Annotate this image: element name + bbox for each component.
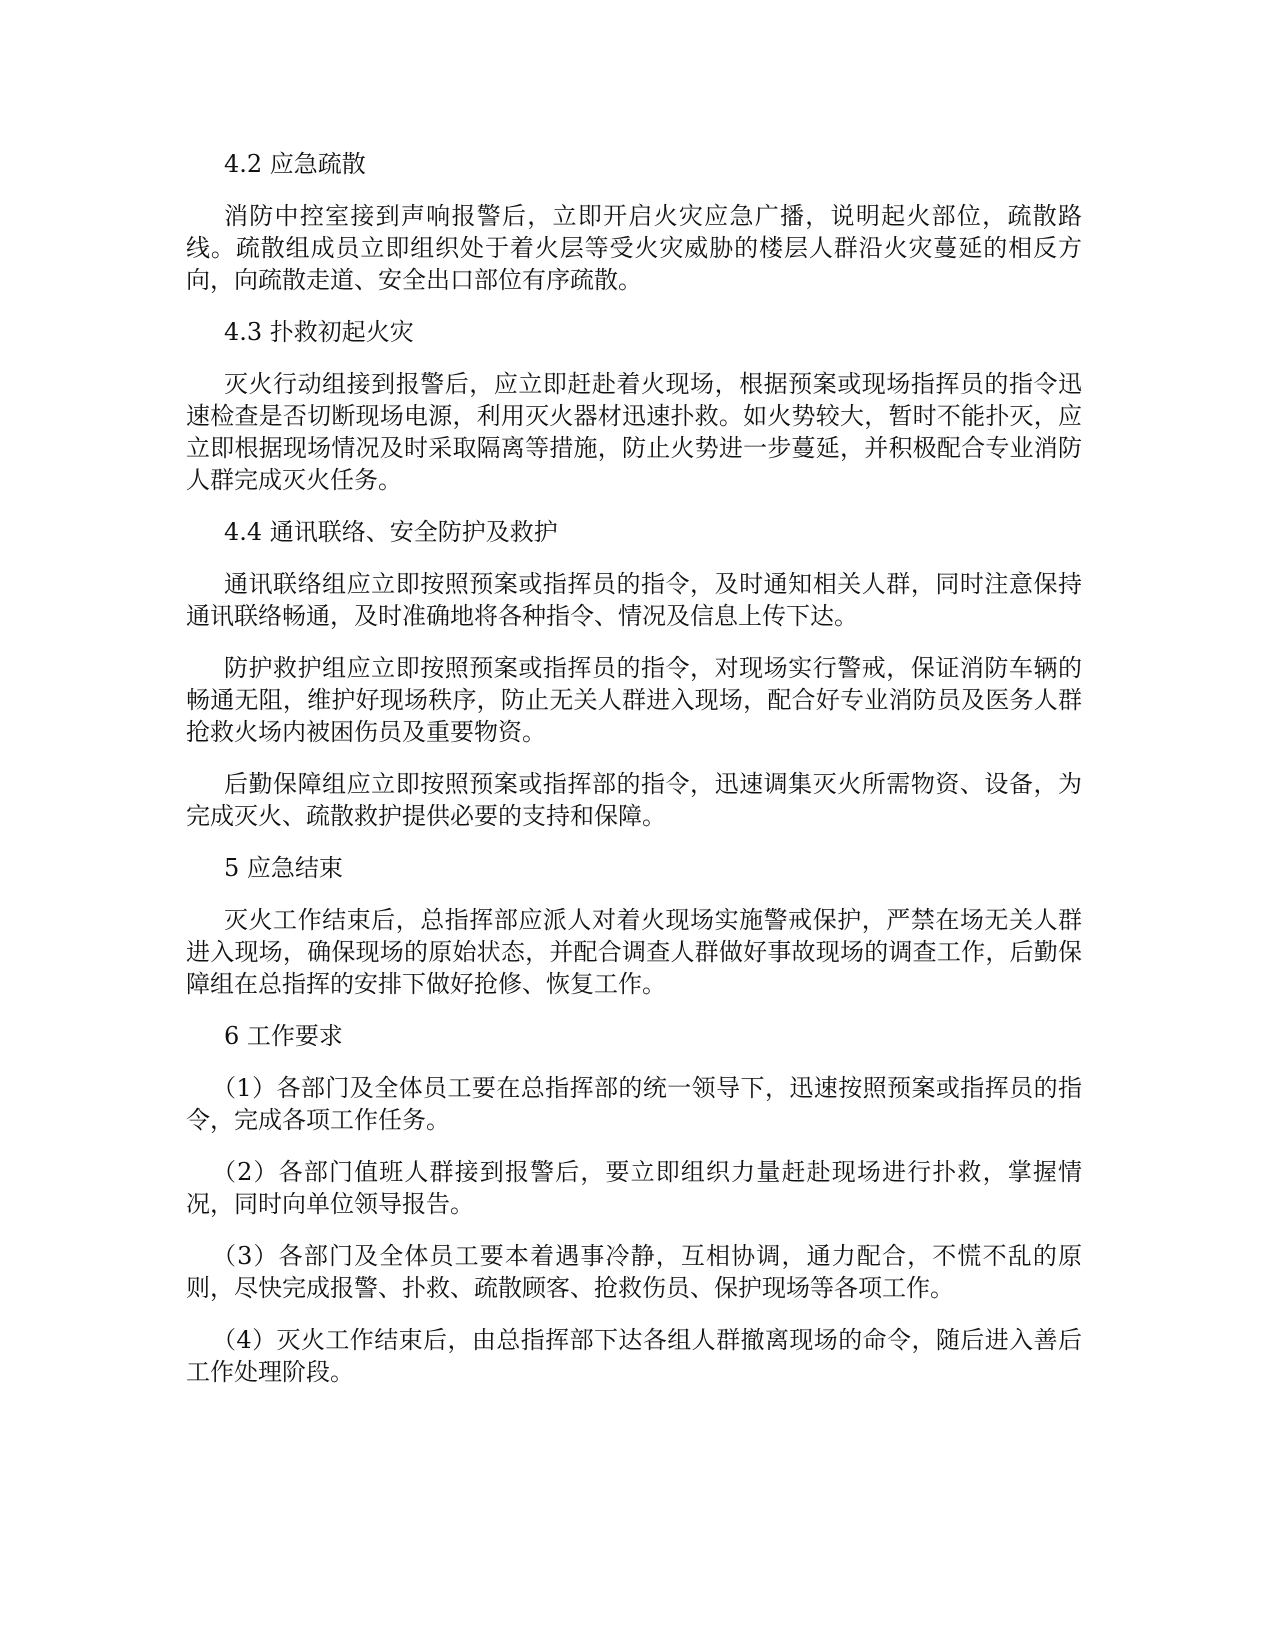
paragraph: 防护救护组应立即按照预案或指挥员的指令，对现场实行警戒，保证消防车辆的畅通无阻，维护好现场秩序，防止无关人群进入现场，配合好专业消防员及医务人群抢救火场内被困伤员及重要物资。: [186, 654, 1082, 746]
section-heading-4-4: 4.4 通讯联络、安全防护及救护: [224, 518, 558, 546]
section-heading-5: 5 应急结束: [224, 854, 343, 882]
paragraph: 后勤保障组应立即按照预案或指挥部的指令，迅速调集灭火所需物资、设备，为完成灭火、疏散救护提供必要的支持和保障。: [186, 770, 1082, 830]
list-item: （2）各部门值班人群接到报警后，要立即组织力量赶赴现场进行扑救，掌握情况，同时向单位领导报告。: [186, 1158, 1082, 1218]
document-body: [186, 148, 1082, 1408]
section-heading-6: 6 工作要求: [224, 1022, 343, 1050]
paragraph: 灭火工作结束后，总指挥部应派人对着火现场实施警戒保护，严禁在场无关人群进入现场，确保现场的原始状态，并配合调查人群做好事故现场的调查工作，后勤保障组在总指挥的安排下做好抢修、恢复工作。: [186, 906, 1082, 998]
paragraph: 消防中控室接到声响报警后，立即开启火灾应急广播，说明起火部位，疏散路线。疏散组成员立即组织处于着火层等受火灾威胁的楼层人群沿火灾蔓延的相反方向，向疏散走道、安全出口部位有序疏散。: [186, 202, 1082, 294]
list-item: （1）各部门及全体员工要在总指挥部的统一领导下，迅速按照预案或指挥员的指令，完成各项工作任务。: [186, 1074, 1082, 1134]
paragraph: 灭火行动组接到报警后，应立即赶赴着火现场，根据预案或现场指挥员的指令迅速检查是否切断现场电源，利用灭火器材迅速扑救。如火势较大，暂时不能扑灭，应立即根据现场情况及时采取隔离等措施，防止火势进一步蔓延，并积极配合专业消防人群完成灭火任务。: [186, 370, 1082, 494]
list-item: （3）各部门及全体员工要本着遇事冷静，互相协调，通力配合，不慌不乱的原则，尽快完成报警、扑救、疏散顾客、抢救伤员、保护现场等各项工作。: [186, 1242, 1082, 1302]
section-heading-4-2: 4.2 应急疏散: [224, 150, 366, 178]
paragraph: 通讯联络组应立即按照预案或指挥员的指令，及时通知相关人群，同时注意保持通讯联络畅通，及时准确地将各种指令、情况及信息上传下达。: [186, 570, 1082, 630]
list-item: （4）灭火工作结束后，由总指挥部下达各组人群撤离现场的命令，随后进入善后工作处理阶段。: [186, 1326, 1082, 1386]
section-heading-4-3: 4.3 扑救初起火灾: [224, 318, 414, 346]
